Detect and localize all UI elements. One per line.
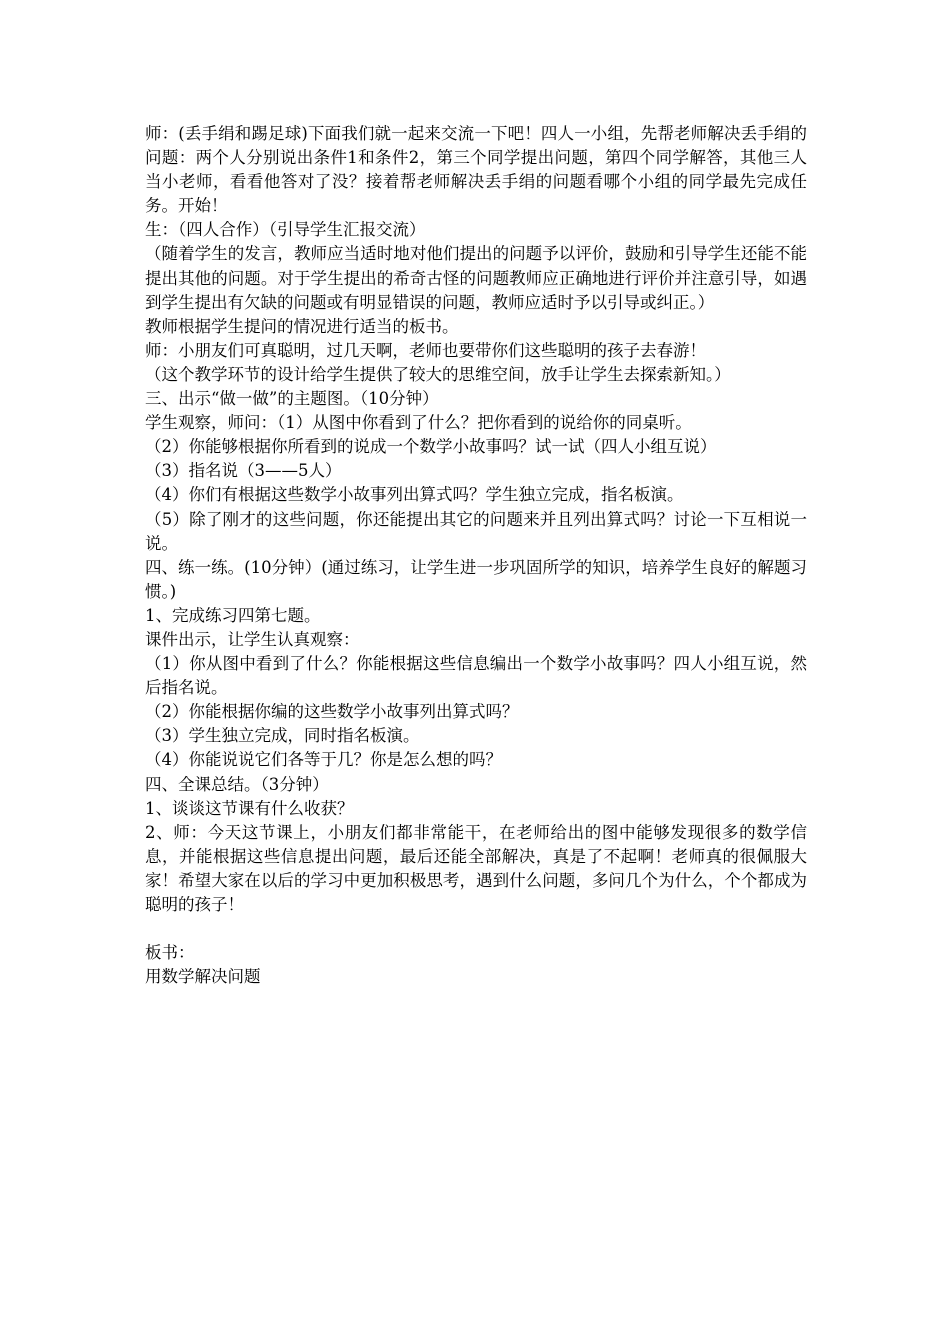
paragraph-practice-q2: （2）你能根据你编的这些数学小故事列出算式吗？: [145, 702, 519, 722]
paragraph-question-5: （5）除了刚才的这些问题，你还能提出其它的问题来并且列出算式吗？讨论一下互相说一说。: [145, 509, 807, 553]
section-heading-zuoyizuo: 三、出示“做一做”的主题图。（10分钟）: [145, 389, 439, 409]
blank-line: [145, 917, 807, 941]
paragraph-summary-1: 1、谈谈这节课有什么收获？: [145, 798, 354, 818]
paragraph-practice-q3: （3）学生独立完成，同时指名板演。: [145, 726, 420, 746]
paragraph-spring-outing: 师：小朋友们可真聪明，过几天啊，老师也要带你们这些聪明的孩子去春游！: [145, 340, 706, 360]
board-label: 板书：: [145, 943, 195, 963]
document-page: [145, 122, 807, 989]
paragraph-question-3: （3）指名说（3——5人）: [145, 461, 342, 481]
paragraph-observe-question-1: 学生观察，师问：（1）从图中你看到了什么？把你看到的说给你的同桌听。: [145, 413, 692, 433]
section-heading-summary: 四、全课总结。（3分钟）: [145, 774, 329, 794]
paragraph-summary-2: 2、师：今天这节课上，小朋友们都非常能干，在老师给出的图中能够发现很多的数学信息，并能根据这些信息提出问题，最后还能全部解决，真是了不起啊！老师真的很佩服大家！希望大家在以后的学习中更加积极思考，遇到什么问题，多问几个为什么，个个都成为聪明的孩子！: [145, 822, 807, 914]
paragraph-exercise-7: 1、完成练习四第七题。: [145, 605, 321, 625]
paragraph-question-4: （4）你们有根据这些数学小故事列出算式吗？学生独立完成，指名板演。: [145, 485, 684, 505]
paragraph-board-writing-note: 教师根据学生提问的情况进行适当的板书。: [145, 316, 459, 336]
paragraph-teacher-guidance-note: （随着学生的发言，教师应当适时地对他们提出的问题予以评价，鼓励和引导学生还能不能提出其他的问题。对于学生提出的希奇古怪的问题教师应正确地进行评价并注意引导，如遇到学生提出有欠缺的问题或有明显错误的问题，教师应适时予以引导或纠正。）: [145, 244, 807, 312]
paragraph-question-2: （2）你能够根据你所看到的说成一个数学小故事吗？试一试（四人小组互说）: [145, 437, 717, 457]
paragraph-discussion-intro: 师：(丢手绢和踢足球)下面我们就一起来交流一下吧！四人一小组，先帮老师解决丢手绢的问题：两个人分别说出条件1和条件2，第三个同学提出问题，第四个同学解答，其他三人当小老师，看看他答对了没？接着帮老师解决丢手绢的问题看哪个小组的同学最先完成任务。开始！: [145, 124, 807, 216]
paragraph-practice-q4: （4）你能说说它们各等于几？你是怎么想的吗？: [145, 750, 502, 770]
board-title: 用数学解决问题: [145, 967, 261, 987]
paragraph-practice-q1: （1）你从图中看到了什么？你能根据这些信息编出一个数学小故事吗？四人小组互说，然后指名说。: [145, 654, 807, 698]
paragraph-courseware: 课件出示，让学生认真观察：: [145, 629, 360, 649]
paragraph-design-note: （这个教学环节的设计给学生提供了较大的思维空间，放手让学生去探索新知。）: [145, 364, 731, 384]
section-heading-practice: 四、练一练。(10分钟）(通过练习，让学生进一步巩固所学的知识，培养学生良好的解题习惯。): [145, 557, 807, 601]
paragraph-student-cooperation: 生：（四人合作）（引导学生汇报交流）: [145, 220, 426, 240]
